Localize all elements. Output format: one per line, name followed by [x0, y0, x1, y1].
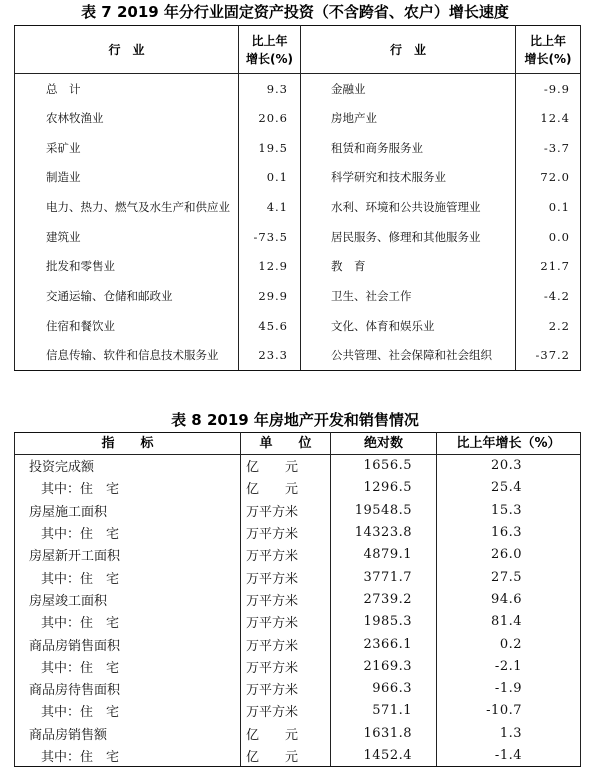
table7-cell-right-industry: 公共管理、社会保障和社会组织: [301, 341, 516, 371]
table7-cell-right-growth: 72.0: [516, 163, 581, 193]
table7-row: [15, 133, 581, 163]
table8-cell-absolute: 4879.1: [331, 544, 437, 566]
table7-header-row: [15, 26, 581, 74]
table7-row: [15, 163, 581, 193]
table7-header-growth-left: [239, 26, 301, 74]
table7-row: [15, 103, 581, 133]
table7-header-industry-right: 行 业: [301, 26, 516, 74]
table8-cell-unit: 亿 元: [241, 477, 331, 499]
table8-cell-growth: 25.4: [437, 477, 581, 499]
table8-cell-indicator: 房屋竣工面积: [15, 588, 241, 610]
table8-row: [15, 633, 581, 655]
table8-row: [15, 722, 581, 744]
table7-cell-right-growth: 12.4: [516, 103, 581, 133]
table7-cell-right-growth: -4.2: [516, 281, 581, 311]
table8-row: [15, 521, 581, 543]
table8-cell-absolute: 2366.1: [331, 633, 437, 655]
table8-cell-indicator: 其中：住 宅: [15, 744, 241, 766]
table7-row: [15, 192, 581, 222]
table8-cell-absolute: 966.3: [331, 677, 437, 699]
table7-cell-left-growth: 20.6: [239, 103, 301, 133]
table7-cell-right-growth: 0.0: [516, 222, 581, 252]
table8-cell-indicator: 商品房销售额: [15, 722, 241, 744]
table8-cell-growth: -10.7: [437, 700, 581, 722]
table7-cell-left-growth: -73.5: [239, 222, 301, 252]
table8-cell-unit: 万平方米: [241, 566, 331, 588]
table8-row: [15, 499, 581, 521]
table8-cell-growth: 16.3: [437, 521, 581, 543]
table7-cell-right-industry: 房地产业: [301, 103, 516, 133]
table8-cell-unit: 万平方米: [241, 588, 331, 610]
table8-cell-unit: 万平方米: [241, 544, 331, 566]
table8-cell-unit: 万平方米: [241, 700, 331, 722]
table8-cell-indicator: 其中：住 宅: [15, 521, 241, 543]
table7-cell-left-industry: 建筑业: [15, 222, 239, 252]
table7-cell-right-industry: 居民服务、修理和其他服务业: [301, 222, 516, 252]
table7-row: [15, 74, 581, 104]
table7-cell-left-industry: 农林牧渔业: [15, 103, 239, 133]
table7-cell-right-growth: -37.2: [516, 341, 581, 371]
table8-cell-absolute: 1452.4: [331, 744, 437, 766]
table8-cell-unit: 万平方米: [241, 611, 331, 633]
table8-row: [15, 588, 581, 610]
table8-cell-absolute: 2739.2: [331, 588, 437, 610]
table7-cell-left-industry: 电力、热力、燃气及水生产和供应业: [15, 192, 239, 222]
table8-body: [15, 455, 581, 767]
table8-row: [15, 477, 581, 499]
table8-cell-indicator: 房屋新开工面积: [15, 544, 241, 566]
table8-cell-absolute: 19548.5: [331, 499, 437, 521]
table8-cell-absolute: 1296.5: [331, 477, 437, 499]
table7-cell-left-industry: 交通运输、仓储和邮政业: [15, 281, 239, 311]
table8-cell-indicator: 投资完成额: [15, 455, 241, 477]
table8-row: [15, 544, 581, 566]
table8-row: [15, 677, 581, 699]
table7-cell-right-industry: 教 育: [301, 252, 516, 282]
table7-cell-left-growth: 19.5: [239, 133, 301, 163]
table8-cell-growth: 26.0: [437, 544, 581, 566]
table8-cell-indicator: 其中：住 宅: [15, 477, 241, 499]
table8-cell-growth: 1.3: [437, 722, 581, 744]
table7-cell-left-growth: 29.9: [239, 281, 301, 311]
table7-header-industry-left: 行 业: [15, 26, 239, 74]
table8-cell-growth: -1.9: [437, 677, 581, 699]
table8-cell-growth: -1.4: [437, 744, 581, 766]
table7-cell-left-industry: 制造业: [15, 163, 239, 193]
table8-cell-growth: 27.5: [437, 566, 581, 588]
table7-body: [15, 74, 581, 371]
table7-cell-left-industry: 总 计: [15, 74, 239, 104]
table8-cell-unit: 万平方米: [241, 655, 331, 677]
table7-cell-left-growth: 12.9: [239, 252, 301, 282]
table8-title: 表 8 2019 年房地产开发和销售情况: [171, 411, 419, 429]
table8-cell-indicator: 房屋施工面积: [15, 499, 241, 521]
table8-cell-indicator: 商品房销售面积: [15, 633, 241, 655]
table7-cell-left-industry: 采矿业: [15, 133, 239, 163]
table8-header-growth: 比上年增长（%）: [437, 433, 581, 455]
table7-header-growth-right: [516, 26, 581, 74]
table7-cell-left-growth: 9.3: [239, 74, 301, 104]
table8-real-estate-development-sales: [14, 432, 581, 767]
table8-cell-growth: 0.2: [437, 633, 581, 655]
table8-cell-unit: 亿 元: [241, 722, 331, 744]
table7-header-growth-left-line1: 比上年: [251, 33, 288, 48]
table8-cell-unit: 万平方米: [241, 633, 331, 655]
table8-cell-unit: 万平方米: [241, 521, 331, 543]
table8-header: [15, 433, 581, 455]
table7-cell-right-industry: 金融业: [301, 74, 516, 104]
table8-cell-absolute: 14323.8: [331, 521, 437, 543]
table7-cell-right-industry: 租赁和商务服务业: [301, 133, 516, 163]
table7-row: [15, 281, 581, 311]
table8-cell-unit: 亿 元: [241, 455, 331, 477]
table8-header-row: [15, 433, 581, 455]
table8-cell-absolute: 2169.3: [331, 655, 437, 677]
table7-header-growth-right-line1: 比上年: [529, 33, 566, 48]
table8-cell-indicator: 其中：住 宅: [15, 566, 241, 588]
table8-cell-indicator: 其中：住 宅: [15, 700, 241, 722]
table8-cell-absolute: 1631.8: [331, 722, 437, 744]
table7-cell-right-industry: 文化、体育和娱乐业: [301, 311, 516, 341]
table8-cell-unit: 亿 元: [241, 744, 331, 766]
table8-cell-absolute: 571.1: [331, 700, 437, 722]
table7-cell-right-growth: 21.7: [516, 252, 581, 282]
table7-cell-left-growth: 4.1: [239, 192, 301, 222]
table7-title: 表 7 2019 年分行业固定资产投资（不含跨省、农户）增长速度: [81, 3, 509, 21]
table7-cell-right-industry: 科学研究和技术服务业: [301, 163, 516, 193]
table8-cell-indicator: 其中：住 宅: [15, 655, 241, 677]
table7-cell-left-growth: 0.1: [239, 163, 301, 193]
table7-row: [15, 222, 581, 252]
table8-header-absolute: 绝对数: [331, 433, 437, 455]
table7-header-growth-left-line2: 增长(%): [246, 51, 293, 66]
table8-row: [15, 655, 581, 677]
table7-header-growth-right-line2: 增长(%): [524, 51, 572, 66]
table7-cell-left-growth: 23.3: [239, 341, 301, 371]
table8-cell-growth: -2.1: [437, 655, 581, 677]
table8-row: [15, 744, 581, 766]
table8-row: [15, 455, 581, 477]
table8-row: [15, 700, 581, 722]
table7-cell-right-industry: 卫生、社会工作: [301, 281, 516, 311]
table8-cell-growth: 81.4: [437, 611, 581, 633]
table8-cell-growth: 15.3: [437, 499, 581, 521]
table7-cell-left-industry: 住宿和餐饮业: [15, 311, 239, 341]
table8-cell-unit: 万平方米: [241, 677, 331, 699]
table7-header: [15, 26, 581, 74]
table8-cell-unit: 万平方米: [241, 499, 331, 521]
table7-cell-right-industry: 水利、环境和公共设施管理业: [301, 192, 516, 222]
table8-cell-absolute: 1985.3: [331, 611, 437, 633]
table7-cell-right-growth: -9.9: [516, 74, 581, 104]
table8-row: [15, 611, 581, 633]
table8-cell-growth: 20.3: [437, 455, 581, 477]
table8-cell-growth: 94.6: [437, 588, 581, 610]
table7-cell-right-growth: 0.1: [516, 192, 581, 222]
table8-cell-absolute: 3771.7: [331, 566, 437, 588]
table7-row: [15, 311, 581, 341]
table8-header-indicator: 指 标: [15, 433, 241, 455]
table8-row: [15, 566, 581, 588]
table7-cell-left-industry: 信息传输、软件和信息技术服务业: [15, 341, 239, 371]
table7-row: [15, 341, 581, 371]
table7-fixed-asset-investment-growth: [14, 25, 581, 371]
table8-cell-indicator: 其中：住 宅: [15, 611, 241, 633]
table7-cell-left-growth: 45.6: [239, 311, 301, 341]
table8-cell-absolute: 1656.5: [331, 455, 437, 477]
table8-header-unit: 单 位: [241, 433, 331, 455]
table7-cell-right-growth: -3.7: [516, 133, 581, 163]
table8-cell-indicator: 商品房待售面积: [15, 677, 241, 699]
table7-cell-right-growth: 2.2: [516, 311, 581, 341]
table7-row: [15, 252, 581, 282]
table7-cell-left-industry: 批发和零售业: [15, 252, 239, 282]
